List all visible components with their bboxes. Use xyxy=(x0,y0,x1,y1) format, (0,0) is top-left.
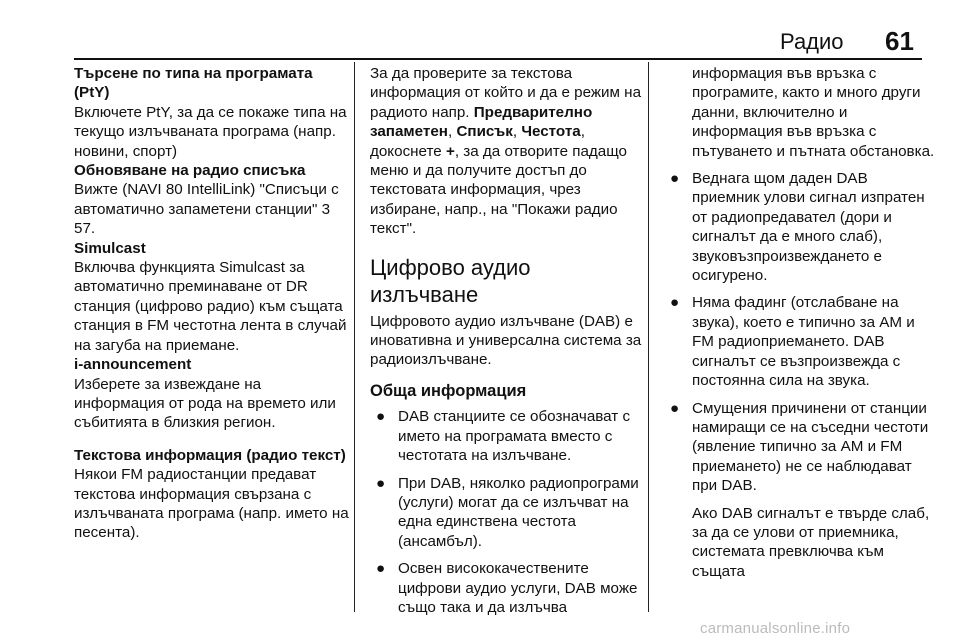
list-item: ● Смущения причинени от станции намиращи се на съседни честоти (явление типично за AM и FM приемането) не се наблюдават при DAB. xyxy=(670,399,929,495)
section-title-update-list: Обновяване на радио списъка xyxy=(74,162,306,180)
reference-arrow-icon: 3 xyxy=(321,200,331,218)
bullet-icon: ● xyxy=(376,474,386,492)
section-text-i-announcement: Изберете за извеждане на информация от рода на времето или събитията в близкия регион. xyxy=(74,375,336,432)
menu-term-preset: Предварително запаметен xyxy=(370,103,593,141)
bullet-icon: ● xyxy=(670,399,680,417)
section-title-simulcast: Simulcast xyxy=(74,239,146,257)
header-rule xyxy=(74,58,922,60)
dab-intro: Цифровото аудио излъчване (DAB) е иновативна и универсална система за радиоизлъчване. xyxy=(370,312,642,369)
bullet-icon: ● xyxy=(670,170,680,188)
section-title-pty: Търсене по типа на програмата (PtY) xyxy=(74,65,313,102)
reference-page: 57. xyxy=(74,220,96,238)
list-item: ● Веднага щом даден DAB приемник улови сигнал изпратен от радиопредавател (дори и сигналът да е много слаб), звуковъзпроизвеждането е осигурено. xyxy=(670,170,925,285)
bullet-icon: ● xyxy=(376,408,386,426)
list-item: ● При DAB, няколко радиопрограми (услуги) могат да се излъчват на една единствена честота (ансамбъл). xyxy=(376,474,639,550)
list-item: ● DAB станциите се обозначават с името на програмата вместо с честотата на излъчване. xyxy=(376,408,631,465)
list-item-continuation: информация във връзка с програмите, както и много други данни, включително и информация във връзка с пътуването и пътната обстановка. xyxy=(692,65,935,160)
list-item: ● Няма фадинг (отслабване на звука), което е типично за AM и FM радиоприемането. DAB сигналът се възпроизвежда с постоянна сила на звука. xyxy=(670,294,915,390)
radio-text-instructions: За да проверите за текстова информация от който и да е режим на радиото напр. Предварително запаметен, Списък, Честота, докоснете +, за да отворите падащо меню и да получите достъп до текстовата информация, чрез избиране, напр., на "Покажи радио текст". xyxy=(370,65,642,238)
column-2 xyxy=(370,64,642,625)
column-divider-1 xyxy=(354,62,355,612)
section-text-simulcast: Включва функцията Simulcast за автоматично преминаване от DR станция (цифрово радио) към същата станция в FM честотна лента в случай на загуба на приемане. xyxy=(74,259,347,354)
plus-icon: + xyxy=(445,142,455,160)
heading-general-info: Обща информация xyxy=(370,381,527,400)
page-header xyxy=(0,0,960,60)
page-number: 61 xyxy=(885,26,914,56)
column-3 xyxy=(664,64,939,581)
heading-dab: Цифрово аудио излъчване xyxy=(370,254,531,307)
section-title-i-announcement: i-announcement xyxy=(74,356,192,374)
menu-term-frequency: Честота xyxy=(521,123,581,141)
bullet-icon: ● xyxy=(376,560,386,578)
list-item-continuation: Ако DAB сигналът е твърде слаб, за да се улови от приемника, системата превключва към същата xyxy=(692,504,930,580)
section-text-update-list: Вижте (NAVI 80 IntelliLink) "Списъци с автоматично запаметени станции" 3 57. xyxy=(74,181,339,238)
watermark: carmanualsonline.info xyxy=(700,620,851,637)
menu-term-list: Списък xyxy=(456,123,513,141)
section-text-pty: Включете PtY, за да се покаже типа на текущо излъчваната програма (напр. новини, спорт) xyxy=(74,103,347,160)
list-item: ● Освен висококачествените цифрови аудио услуги, DAB може също така и да излъчва xyxy=(376,560,638,616)
column-1 xyxy=(74,64,349,543)
page-section-title: Радио xyxy=(780,29,844,54)
section-title-radio-text: Текстова информация (радио текст) xyxy=(74,446,346,464)
column-divider-2 xyxy=(648,62,649,612)
bullet-icon: ● xyxy=(670,294,680,312)
section-text-radio-text: Някои FM радиостанции предават текстова информация свързана с излъчваната програма (напр. името на песента). xyxy=(74,466,349,542)
